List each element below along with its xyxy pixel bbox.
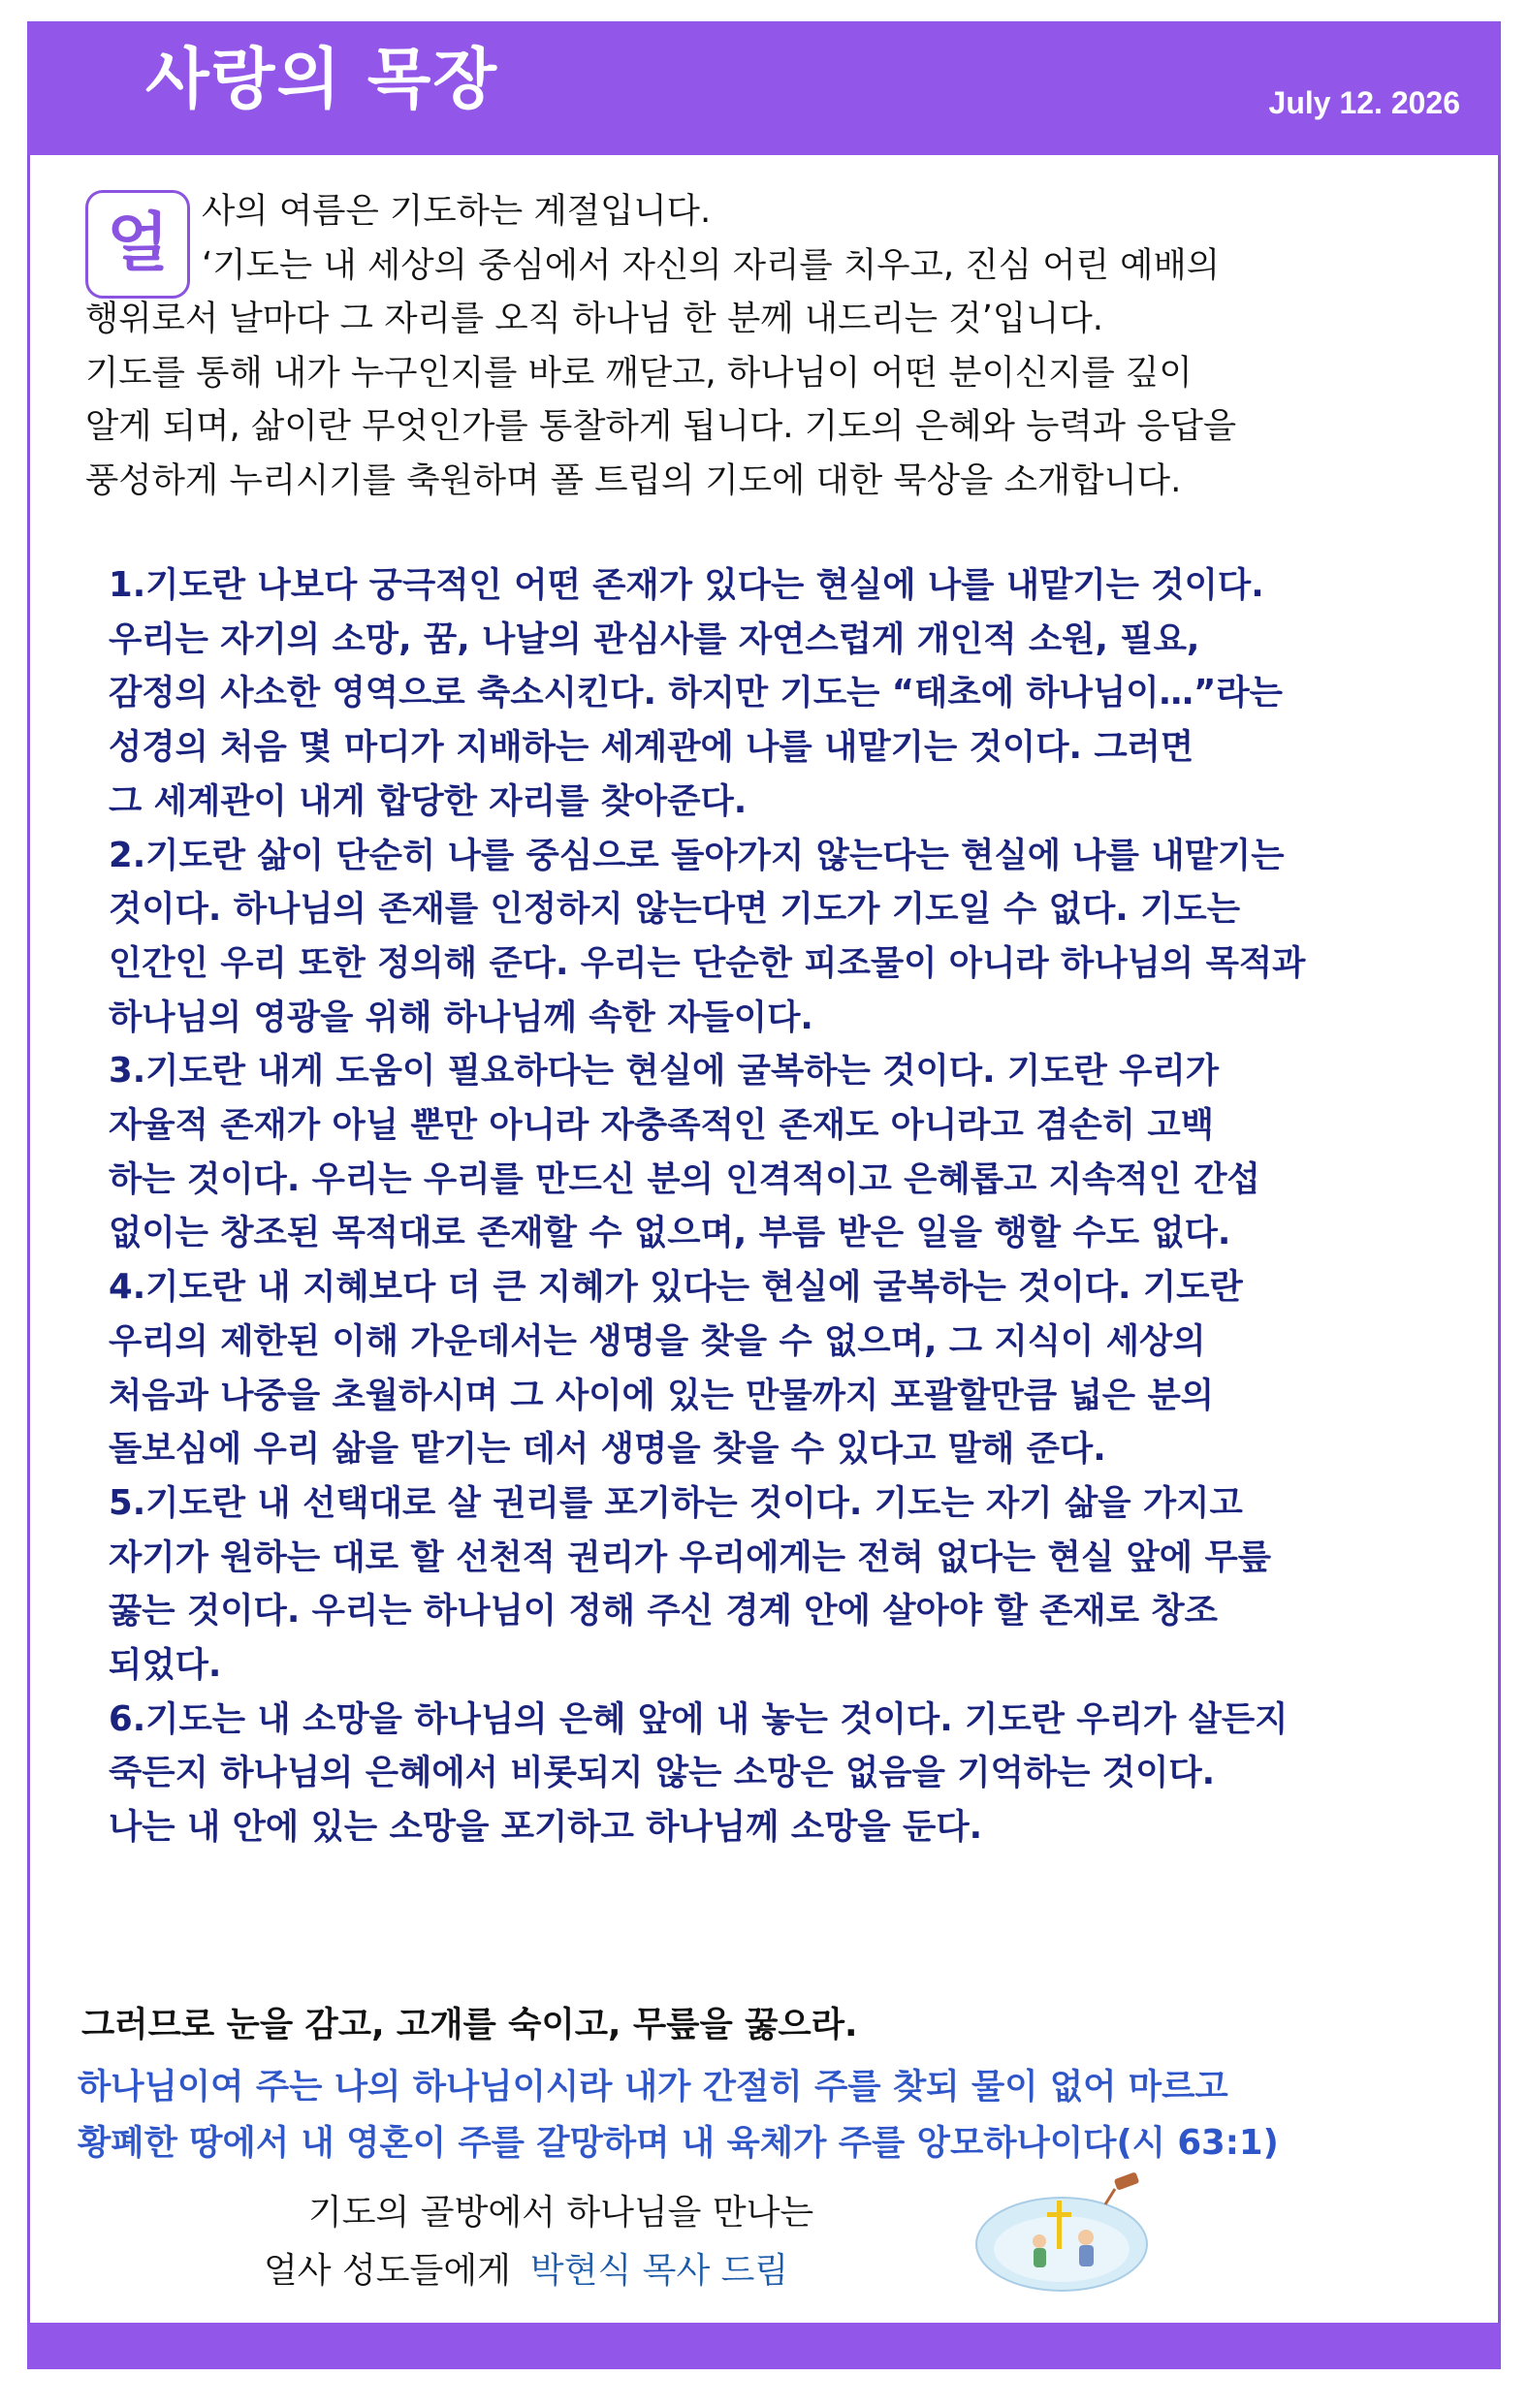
item-line: 되었다. (109, 1645, 222, 1686)
item-line: 1.기도란 나보다 궁극적인 어떤 존재가 있다는 현실에 나를 내맡기는 것이다. (109, 565, 1264, 605)
signature-pastor: 박현식 목사 드림 (529, 2251, 789, 2291)
prayer-points (109, 558, 1485, 1854)
intro-line: 알게 되며, 삶이란 무엇인가를 통찰하게 됩니다. 기도의 은혜와 능력과 응답을 (85, 406, 1237, 446)
item-line: 하나님의 영광을 위해 하나님께 속한 자들이다. (109, 997, 813, 1037)
scripture-verse (78, 2059, 1483, 2171)
item-line: 우리는 자기의 소망, 꿈, 나날의 관심사를 자연스럽게 개인적 소원, 필요, (109, 618, 1200, 659)
item-line: 죽든지 하나님의 은혜에서 비롯되지 않는 소망은 없음을 기억하는 것이다. (109, 1753, 1216, 1793)
item-line: 2.기도란 삶이 단순히 나를 중심으로 돌아가지 않는다는 현실에 나를 내맡기는 (109, 835, 1285, 875)
item-line: 것이다. 하나님의 존재를 인정하지 않는다면 기도가 기도일 수 없다. 기도는 (109, 889, 1240, 930)
item-line: 성경의 처음 몇 마디가 지배하는 세계관에 나를 내맡기는 것이다. 그러면 (109, 727, 1194, 768)
signature-recipients: 얼사 성도들에게 (264, 2251, 511, 2291)
intro-line: ‘기도는 내 세상의 중심에서 자신의 자리를 치우고, 진심 어린 예배의 (202, 244, 1221, 285)
item-line: 나는 내 안에 있는 소망을 포기하고 하나님께 소망을 둔다. (109, 1807, 983, 1848)
item-line: 그 세계관이 내게 합당한 자리를 찾아준다. (109, 780, 748, 821)
item-line: 6.기도는 내 소망을 하나님의 은혜 앞에 내 놓는 것이다. 기도란 우리가 살든지 (109, 1698, 1289, 1739)
intro-line: 풍성하게 누리시기를 축원하며 폴 트립의 기도에 대한 묵상을 소개합니다. (85, 459, 1182, 500)
intro-line: 사의 여름은 기도하는 계절입니다. (202, 191, 712, 231)
signature-line-2 (264, 2243, 788, 2293)
prayer-illustration-icon (970, 2162, 1163, 2297)
item-line: 자기가 원하는 대로 할 선천적 권리가 우리에게는 전혀 없다는 현실 앞에 무릎 (109, 1537, 1272, 1577)
date-label: July 12. 2026 (1268, 85, 1460, 120)
item-line: 감정의 사소한 영역으로 축소시킨다. 하지만 기도는 “태초에 하나님이…”라는 (109, 673, 1283, 713)
item-line: 우리의 제한된 이해 가운데서는 생명을 찾을 수 없으며, 그 지식이 세상의 (109, 1320, 1206, 1361)
signature-line-1: 기도의 골방에서 하나님을 만나는 (308, 2193, 814, 2233)
verse-line: 황폐한 땅에서 내 영혼이 주를 갈망하며 내 육체가 주를 앙모하나이다(시 63:1) (78, 2123, 1279, 2163)
dropcap: 얼 (85, 190, 190, 299)
item-line: 돌보심에 우리 삶을 맡기는 데서 생명을 찾을 수 있다고 말해 준다. (109, 1429, 1106, 1470)
item-line: 처음과 나중을 초월하시며 그 사이에 있는 만물까지 포괄할만큼 넓은 분의 (109, 1375, 1215, 1415)
item-line: 5.기도란 내 선택대로 살 권리를 포기하는 것이다. 기도는 자기 삶을 가지고 (109, 1482, 1243, 1523)
item-line: 없이는 창조된 목적대로 존재할 수 없으며, 부름 받은 일을 행할 수도 없다. (109, 1213, 1231, 1253)
intro-line: 기도를 통해 내가 누구인지를 바로 깨닫고, 하나님이 어떤 분이신지를 깊이 (85, 352, 1193, 393)
item-line: 하는 것이다. 우리는 우리를 만드신 분의 인격적이고 은혜롭고 지속적인 간섭 (109, 1158, 1260, 1199)
closing-line: 그러므로 눈을 감고, 고개를 숙이고, 무릎을 꿇으라. (81, 2005, 858, 2044)
intro-paragraph (85, 184, 1481, 507)
item-line: 3.기도란 내게 도움이 필요하다는 현실에 굴복하는 것이다. 기도란 우리가 (109, 1051, 1220, 1092)
item-line: 4.기도란 내 지혜보다 더 큰 지혜가 있다는 현실에 굴복하는 것이다. 기도란 (109, 1267, 1243, 1308)
item-line: 꿇는 것이다. 우리는 하나님이 정해 주신 경계 안에 살아야 할 존재로 창조 (109, 1591, 1218, 1632)
item-line: 인간인 우리 또한 정의해 준다. 우리는 단순한 피조물이 아니라 하나님의 목적과 (109, 942, 1306, 983)
intro-line: 행위로서 날마다 그 자리를 오직 하나님 한 분께 내드리는 것’입니다. (85, 299, 1104, 338)
item-line: 자율적 존재가 아닐 뿐만 아니라 자충족적인 존재도 아니라고 겸손히 고백 (109, 1105, 1215, 1146)
verse-line: 하나님이여 주는 나의 하나님이시라 내가 간절히 주를 찾되 물이 없어 마르고 (78, 2067, 1228, 2107)
page-title: 사랑의 목장 (145, 42, 499, 118)
footer-bar (27, 2323, 1501, 2369)
